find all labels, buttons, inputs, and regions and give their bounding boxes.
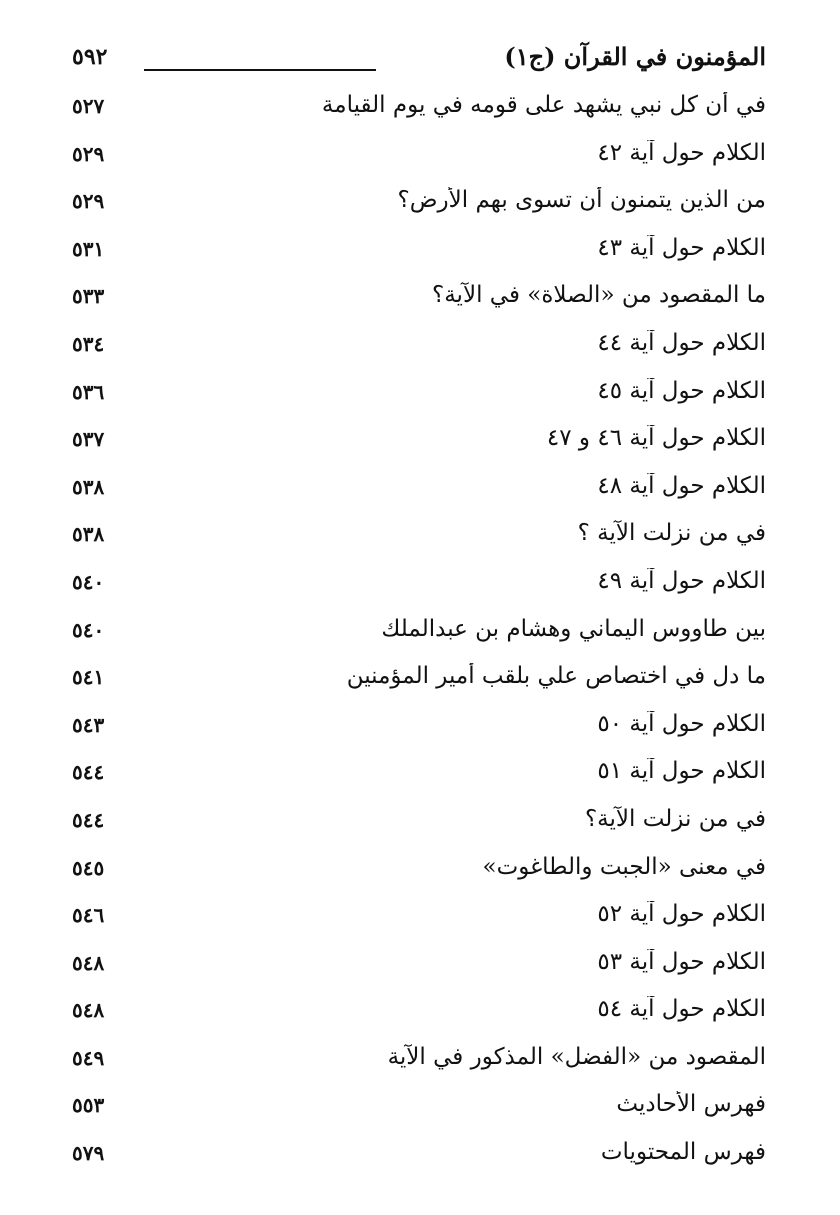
toc-entry-title: الكلام حول آية ٥٢	[597, 901, 766, 928]
toc-entry-title: الكلام حول آية ٤٨	[597, 472, 766, 499]
toc-entry-title: الكلام حول آية ٥٣	[597, 948, 766, 975]
toc-entry-title: في من نزلت الآية ؟	[577, 520, 766, 547]
toc-entry	[72, 320, 766, 368]
toc-entry-title: فهرس المحتويات	[600, 1139, 766, 1166]
toc-entry-title: الكلام حول آية ٤٦ و ٤٧	[546, 425, 766, 452]
header-rule	[144, 69, 376, 71]
toc-entry	[72, 177, 766, 225]
toc-entry-title: الكلام حول آية ٤٥	[597, 377, 766, 404]
toc-entry-title: الكلام حول آية ٥٤	[597, 996, 766, 1023]
toc-entry	[72, 1081, 766, 1129]
toc-entry-page-number: ٥٤٠	[72, 569, 105, 594]
toc-entry-page-number: ٥٢٩	[72, 141, 105, 166]
toc-entry-page-number: ٥٤٩	[72, 1045, 105, 1070]
toc-entry-page-number: ٥٣٣	[72, 284, 105, 309]
header-page-number: ٥٩٢	[72, 44, 108, 70]
toc-entry-title: الكلام حول آية ٤٣	[597, 234, 766, 261]
toc-entry-page-number: ٥٤٣	[72, 712, 105, 737]
toc-entry-title: ما دل في اختصاص علي بلقب أمير المؤمنين	[346, 663, 766, 690]
toc-entry-page-number: ٥٤١	[72, 665, 105, 690]
toc-entry-page-number: ٥٣٨	[72, 522, 105, 547]
running-header	[72, 38, 766, 82]
toc-entry	[72, 1034, 766, 1082]
toc-entry-page-number: ٥٣٧	[72, 427, 105, 452]
toc-entry	[72, 415, 766, 463]
toc-entry	[72, 701, 766, 749]
toc-entry-page-number: ٥٧٩	[72, 1141, 105, 1166]
toc-entry-page-number: ٥٤٨	[72, 998, 105, 1023]
toc-entry-page-number: ٥٤٨	[72, 950, 105, 975]
toc-entry	[72, 1129, 766, 1177]
toc-entry-page-number: ٥٢٩	[72, 189, 105, 214]
toc-entry-page-number: ٥٥٣	[72, 1093, 105, 1118]
toc-entry-title: في من نزلت الآية؟	[584, 805, 766, 832]
toc-entry-title: الكلام حول آية ٤٢	[597, 139, 766, 166]
toc-entry-title: بين طاووس اليماني وهشام بن عبدالملك	[381, 615, 766, 642]
toc-entry	[72, 844, 766, 892]
toc-entry-title: فهرس الأحاديث	[616, 1091, 766, 1118]
toc-entry-title: من الذين يتمنون أن تسوى بهم الأرض؟	[397, 187, 766, 214]
toc-entry-title: في أن كل نبي يشهد على قومه في يوم القيامة	[321, 92, 766, 118]
toc-entry-title: ما المقصود من «الصلاة» في الآية؟	[432, 282, 766, 309]
toc-entry	[72, 891, 766, 939]
toc-entry-page-number: ٥٤٥	[72, 855, 105, 880]
toc-entry	[72, 939, 766, 987]
toc-entry-title: الكلام حول آية ٥٠	[597, 710, 766, 737]
table-of-contents	[72, 82, 766, 1177]
toc-entry	[72, 748, 766, 796]
toc-entry	[72, 368, 766, 416]
toc-entry-page-number: ٥٤٠	[72, 617, 105, 642]
toc-entry	[72, 225, 766, 273]
toc-entry-page-number: ٥٢٧	[72, 94, 105, 118]
toc-entry-title: في معنى «الجبت والطاغوت»	[482, 853, 766, 880]
toc-entry	[72, 82, 766, 130]
toc-entry-page-number: ٥٣٤	[72, 331, 105, 356]
toc-entry-page-number: ٥٤٤	[72, 760, 105, 785]
toc-entry-title: الكلام حول آية ٥١	[597, 758, 766, 785]
toc-entry-title: الكلام حول آية ٤٩	[597, 567, 766, 594]
toc-entry-page-number: ٥٣١	[72, 236, 105, 261]
toc-entry-title: المقصود من «الفضل» المذكور في الآية	[387, 1043, 766, 1070]
toc-entry-page-number: ٥٤٦	[72, 903, 105, 928]
toc-entry	[72, 463, 766, 511]
toc-entry	[72, 986, 766, 1034]
toc-entry-page-number: ٥٤٤	[72, 807, 105, 832]
toc-entry-page-number: ٥٣٨	[72, 474, 105, 499]
toc-entry-title: الكلام حول آية ٤٤	[597, 329, 766, 356]
toc-entry	[72, 558, 766, 606]
toc-entry	[72, 653, 766, 701]
toc-entry	[72, 130, 766, 178]
toc-entry	[72, 510, 766, 558]
toc-entry	[72, 606, 766, 654]
toc-entry	[72, 796, 766, 844]
toc-entry-page-number: ٥٣٦	[72, 379, 105, 404]
header-book-title: المؤمنون في القرآن (ج١)	[504, 42, 766, 71]
toc-entry	[72, 272, 766, 320]
